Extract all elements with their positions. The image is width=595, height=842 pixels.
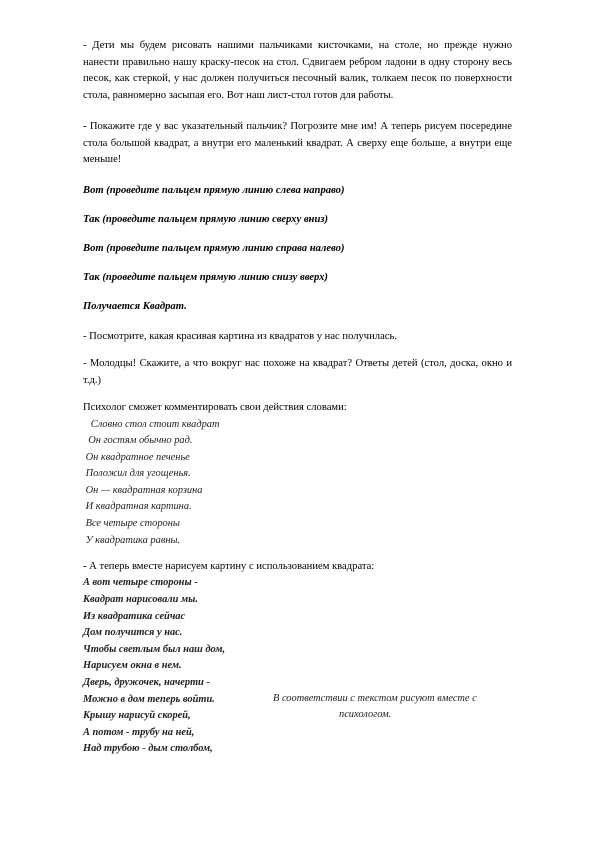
instruction-left-right: Вот (проведите пальцем прямую линию слева направо) [83, 184, 345, 196]
poem-line: А потом - трубу на ней, [83, 726, 195, 738]
instruction-top-down: Так (проведите пальцем прямую линию сверху вниз) [83, 213, 328, 225]
poem-line: Он — квадратная корзина [83, 484, 203, 496]
poem-line: И квадратная картина. [83, 501, 192, 513]
side-note-line-1: В соответствии с текстом рисуют вместе с [273, 693, 477, 705]
paragraph-index-finger: - Покажите где у вас указательный пальчик? Погрозите мне им! А теперь рисуем посередине стола большой квадрат, а внутри его маленький квадрат. А сверху еще больше, а внутри еще меньше! [83, 121, 512, 165]
paragraph-intro: - Дети мы будем рисовать нашими пальчиками кисточками, на столе, но прежде нужно нанести правильно нашу краску-песок на стол. Сдвигаем ребром ладони в одну сторону весь песок, как стеркой, у нас должен получиться песочный валик, толкаем песок по поверхности стола, равномерно засыпая его. Вот наш лист-стол готов для работы. [83, 40, 512, 101]
poem-line: Он квадратное печенье [83, 451, 190, 463]
paragraph-psychologist: Психолог сможет комментировать свои действия словами: [83, 402, 347, 413]
poem-line: Нарисуем окна в нем. [83, 660, 182, 672]
paragraph-draw-together: - А теперь вместе нарисуем картину с использованием квадрата: [83, 561, 375, 573]
instruction-square: Получается Квадрат. [83, 300, 187, 312]
poem-square [83, 417, 512, 550]
poem-line: Чтобы светлым был наш дом, [83, 643, 226, 655]
poem-line: Дверь, дружочек, начерти - [83, 677, 210, 689]
document-page [83, 38, 512, 758]
poem-house [83, 575, 512, 758]
poem-line: Словно стол стоит квадрат [83, 418, 220, 430]
poem-line: Крышу нарисуй скорей, [83, 710, 191, 722]
instruction-right-left: Вот (проведите пальцем прямую линию справа налево) [83, 242, 345, 254]
side-note-line-2: психологом. [339, 709, 392, 721]
instruction-bottom-up: Так (проведите пальцем прямую линию снизу вверх) [83, 271, 328, 283]
poem-line: Положил для угощенья. [83, 468, 191, 480]
poem-line: Дом получится у нас. [83, 627, 183, 639]
poem-line: Над трубою - дым столбом, [83, 743, 213, 755]
poem-line: Все четыре стороны [83, 518, 180, 530]
poem-line: Из квадратика сейчас [83, 610, 186, 622]
paragraph-look: - Посмотрите, какая красивая картина из квадратов у нас получилась. [83, 330, 397, 342]
poem-line: Квадрат нарисовали мы. [83, 594, 198, 606]
poem-line: Он гостям обычно рад. [83, 435, 193, 447]
paragraph-question: - Молодцы! Скажите, а что вокруг нас похоже на квадрат? Ответы детей (стол, доска, окно и т.д.) [83, 358, 512, 386]
poem-line: А вот четыре стороны - [83, 577, 198, 589]
poem-line: Можно в дом теперь войти. [83, 693, 215, 705]
poem-line: У квадратика равны. [83, 534, 181, 546]
